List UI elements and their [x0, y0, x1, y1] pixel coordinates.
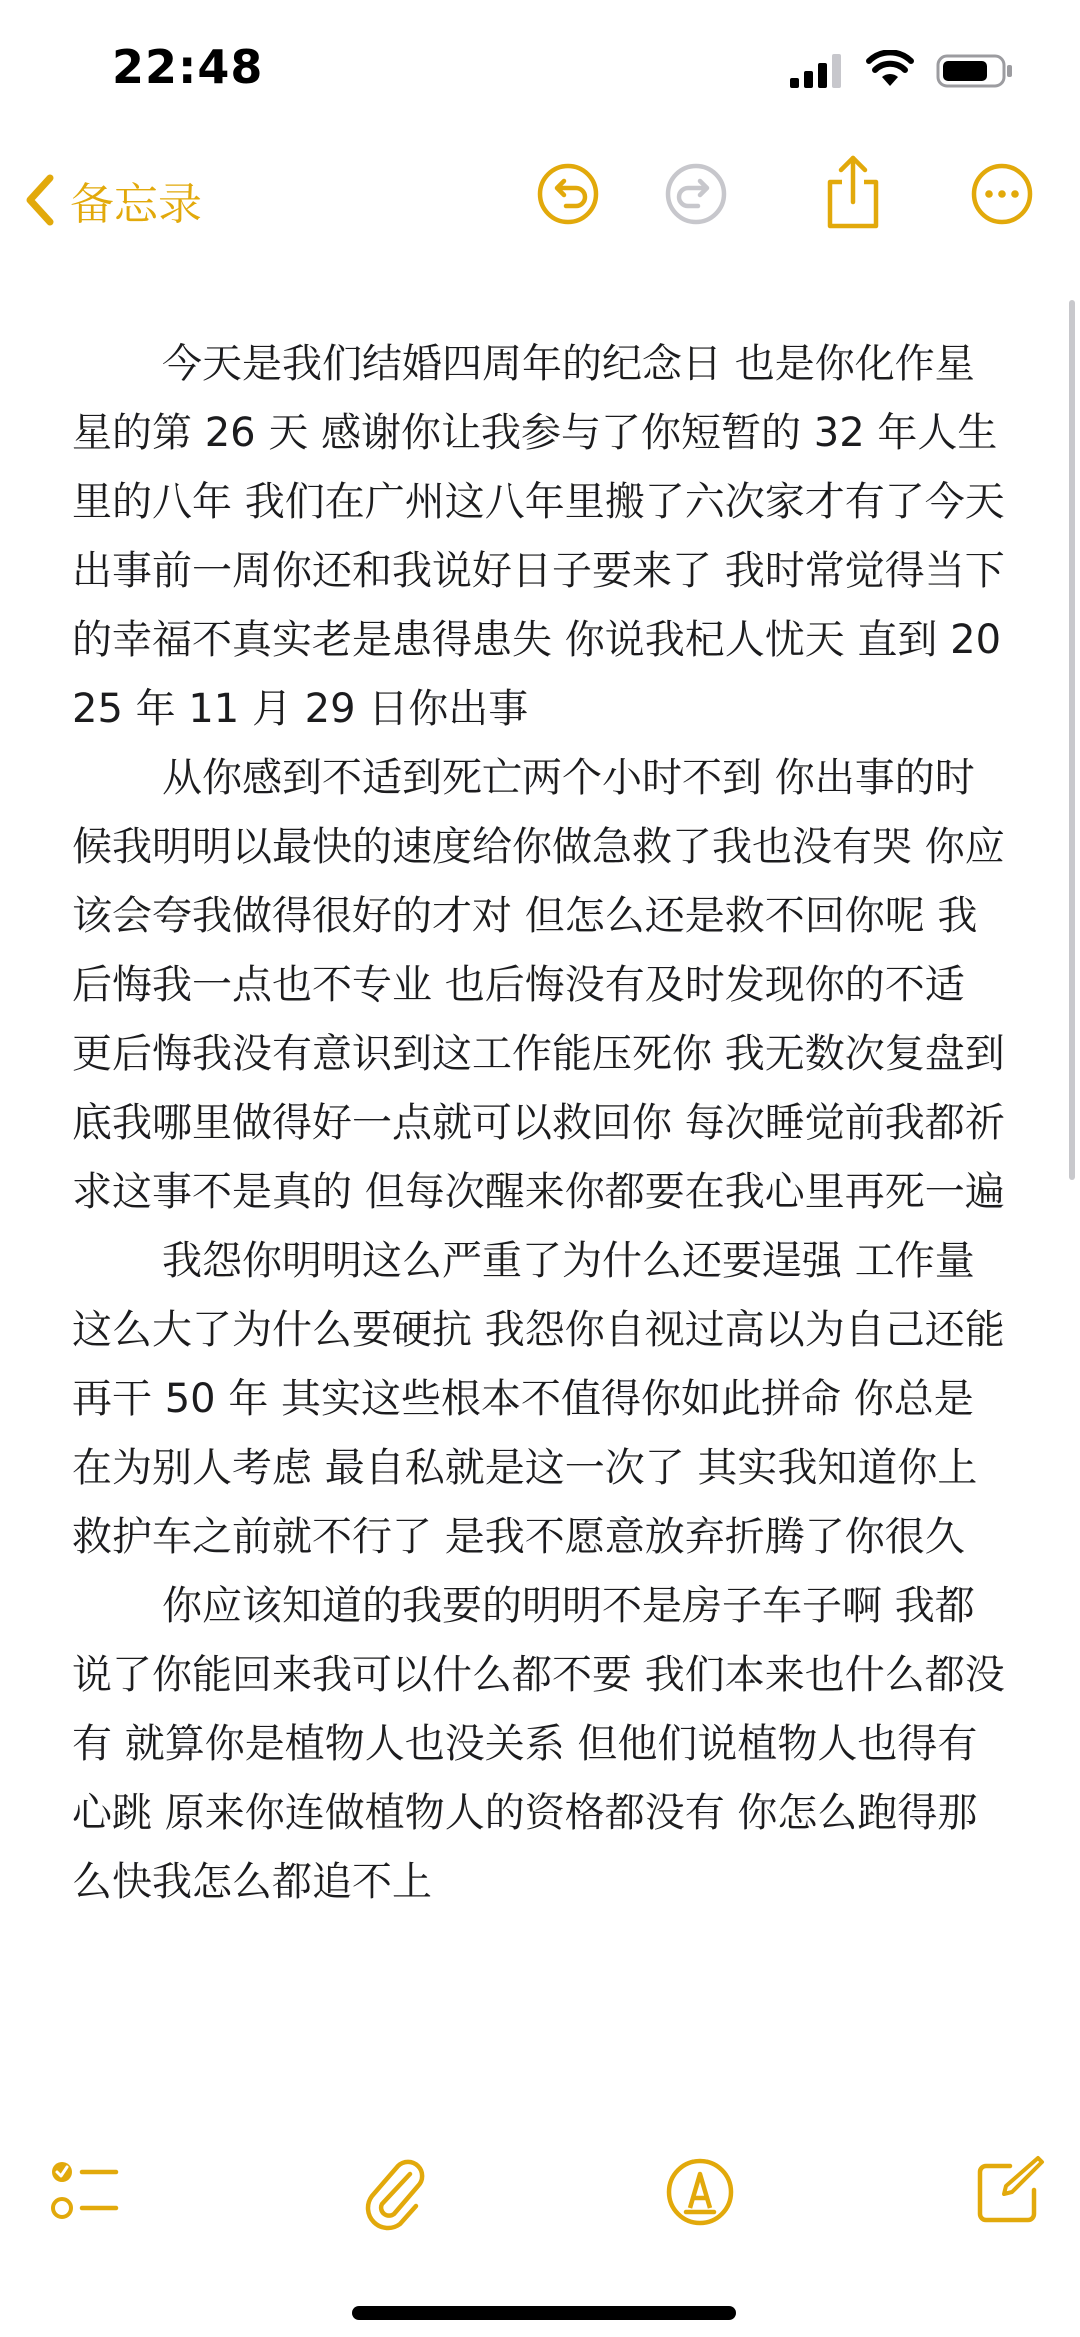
status-bar [0, 0, 1080, 140]
checklist-icon[interactable] [48, 2156, 120, 2228]
wifi-icon [866, 50, 914, 88]
markup-pen-icon[interactable] [664, 2156, 736, 2228]
more-icon[interactable] [970, 162, 1034, 226]
undo-icon[interactable] [536, 162, 600, 226]
note-paragraph: 从你感到不适到死亡两个小时不到 你出事的时候我明明以最快的速度给你做急救了我也没有哭 你应该会夸我做得很好的才对 但怎么还是救不回你呢 我后悔我一点也不专业 也后悔没有及时发现你的不适 更后悔我没有意识到这工作能压死你 我无数次复盘到底我哪里做得好一点就可以救回你 每次睡觉前我都祈求这事不是真的 但每次醒来你都要在我心里再死一遍 [72, 755, 1005, 1215]
note-paragraph: 我怨你明明这么严重了为什么还要逞强 工作量这么大了为什么要硬抗 我怨你自视过高以为自己还能再干 50 年 其实这些根本不值得你如此拼命 你总是在为别人考虑 最自私就是这一次了 其实我知道你上救护车之前就不行了 是我不愿意放弃折腾了你很久 [72, 1238, 1005, 1560]
scrollbar[interactable] [1069, 300, 1075, 1180]
home-indicator[interactable] [352, 2306, 736, 2320]
chevron-left-icon [22, 172, 56, 228]
status-time: 22:48 [112, 40, 264, 94]
share-icon[interactable] [818, 152, 888, 232]
paperclip-icon[interactable] [362, 2152, 426, 2232]
battery-icon [936, 54, 1016, 88]
cellular-signal-icon [790, 54, 846, 88]
back-button[interactable] [22, 160, 202, 240]
note-paragraph: 你应该知道的我要的明明不是房子车子啊 我都说了你能回来我可以什么都不要 我们本来也什么都没有 就算你是植物人也没关系 但他们说植物人也得有心跳 原来你连做植物人的资格都没有 你怎么跑得那么快我怎么都追不上 [72, 1583, 1005, 1905]
back-label: 备忘录 [70, 179, 202, 230]
note-paragraph: 今天是我们结婚四周年的纪念日 也是你化作星星的第 26 天 感谢你让我参与了你短暂的 32 年人生里的八年 我们在广州这八年里搬了六次家才有了今天 出事前一周你还和我说好日子要来了 我时常觉得当下的幸福不真实老是患得患失 你说我杞人忧天 直到 2025 年 11 月 29 日你出事 [72, 341, 1005, 732]
redo-icon[interactable] [664, 162, 728, 226]
bottom-toolbar [0, 2150, 1080, 2240]
nav-bar [0, 150, 1080, 260]
compose-icon[interactable] [974, 2154, 1046, 2226]
note-body[interactable] [72, 330, 1012, 1917]
